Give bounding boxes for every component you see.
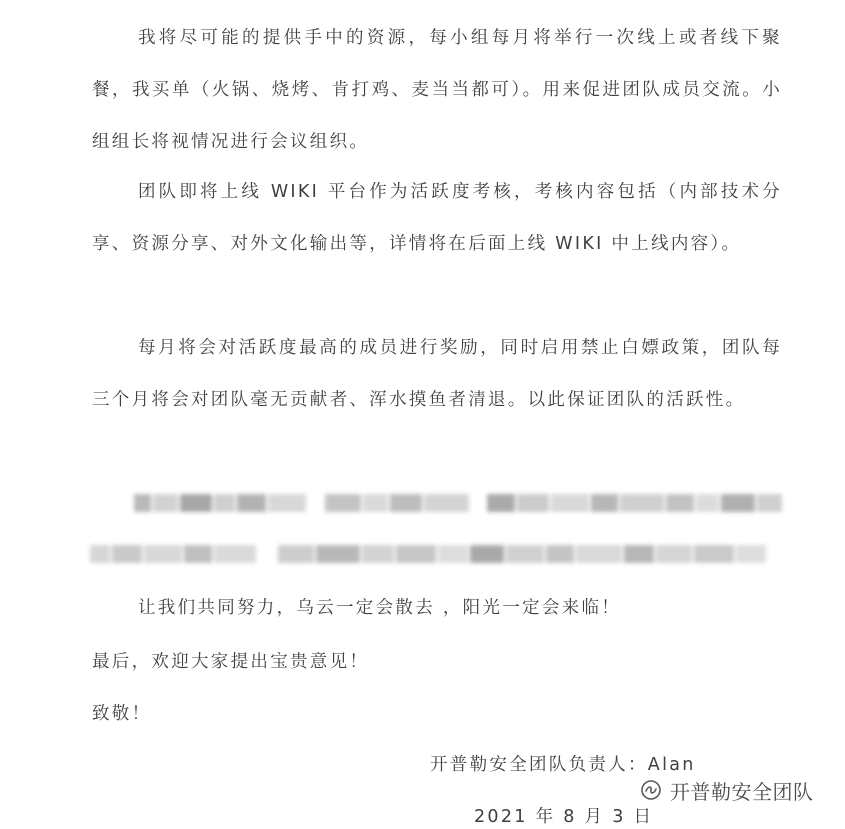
paragraph-rewards: 每月将会对活跃度最高的成员进行奖励，同时启用禁止白嫖政策，团队每三个月将会对团队毫无贡献者、浑水摸鱼者清退。以此保证团队的活跃性。 bbox=[92, 338, 782, 410]
signature: 开普勒安全团队负责人：Alan bbox=[430, 755, 696, 775]
watermark bbox=[640, 776, 814, 804]
closing-feedback: 最后，欢迎大家提出宝贵意见！ bbox=[92, 652, 370, 672]
redacted-line-1 bbox=[134, 490, 784, 516]
wechat-channel-icon bbox=[640, 779, 662, 801]
letter-date: 2021 年 8 月 3 日 bbox=[474, 807, 654, 827]
paragraph-resources: 我将尽可能的提供手中的资源，每小组每月将举行一次线上或者线下聚餐，我买单（火锅、烧烤、肯打鸡、麦当当都可）。用来促进团队成员交流。小组组长将视情况进行会议组织。 bbox=[92, 28, 782, 152]
redacted-line-2 bbox=[90, 541, 770, 567]
watermark-text: 开普勒安全团队 bbox=[670, 779, 814, 804]
closing-encouragement: 让我们共同努力，乌云一定会散去 ，阳光一定会来临！ bbox=[138, 598, 622, 618]
paragraph-wiki: 团队即将上线 WIKI 平台作为活跃度考核，考核内容包括（内部技术分享、资源分享、对外文化输出等，详情将在后面上线 WIKI 中上线内容）。 bbox=[92, 182, 782, 254]
closing-regards: 致敬！ bbox=[92, 704, 152, 724]
